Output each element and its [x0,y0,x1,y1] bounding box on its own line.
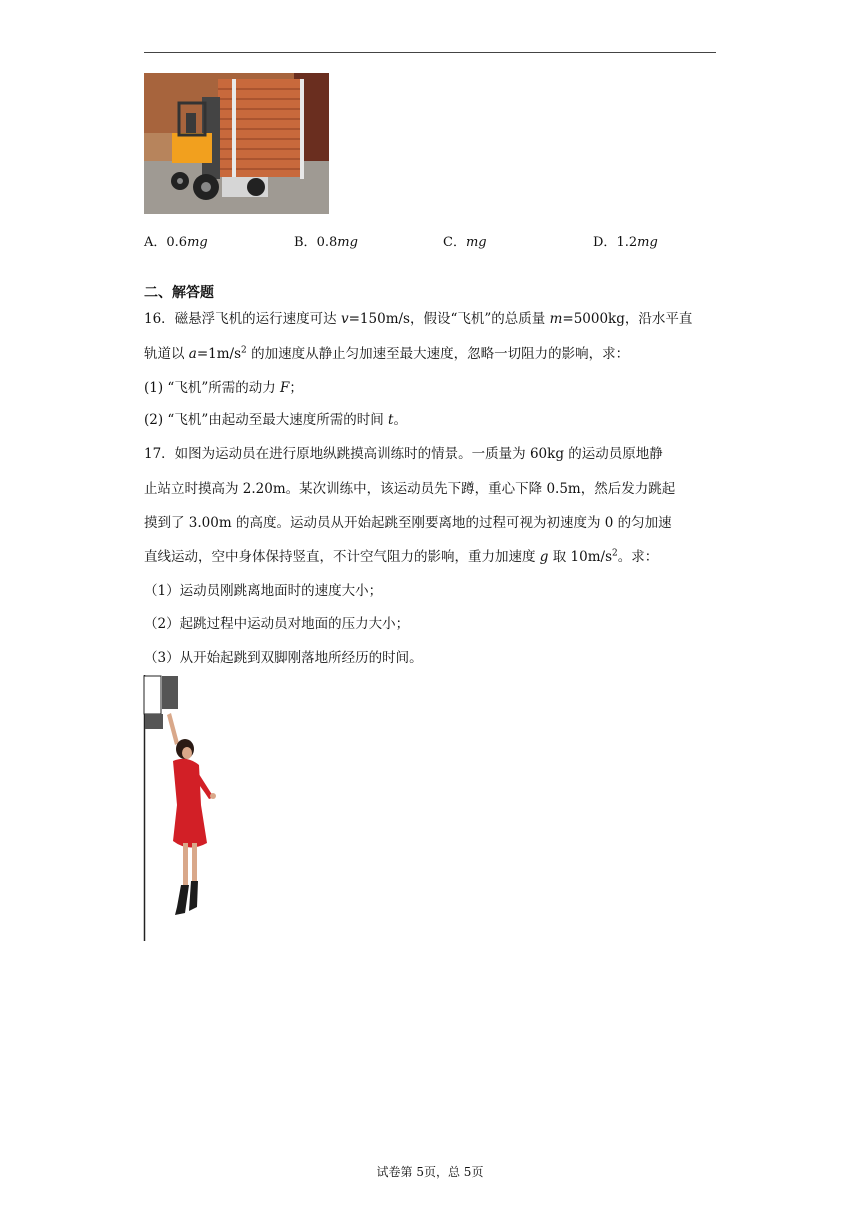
jump-training-figure [143,675,223,941]
q16-part-1: (1) “飞机”所需的动力 F； [144,380,303,396]
header-rule [144,52,716,53]
q16-part-2: (2) “飞机”由起动至最大速度所需的时间 t。 [144,412,407,428]
q17-line-1: 17．如图为运动员在进行原地纵跳摸高训练时的情景。一质量为 60kg 的运动员原地静 [144,446,663,462]
q17-part-2: （2）起跳过程中运动员对地面的压力大小； [144,616,410,632]
choice-a: A．0.6mg [144,235,208,250]
page-footer: 试卷第 5页，总 5页 [376,1165,484,1179]
q17-part-3: （3）从开始起跳到双脚刚落地所经历的时间。 [144,650,423,666]
q16-line-1: 16．磁悬浮飞机的运行速度可达 v=150m/s，假设“飞机”的总质量 m=5000kg，沿水平直 [144,311,693,327]
q17-line-4: 直线运动，空中身体保持竖直，不计空气阻力的影响，重力加速度 g 取 $10m/s^2$。求： [144,548,659,565]
q17-part-1: （1）运动员刚跳离地面时的速度大小； [144,583,383,599]
forklift-brick-photo [144,73,329,214]
choice-b: B．0.8mg [294,235,358,250]
choice-d: D．1.2mg [593,235,658,250]
q17-line-2: 止站立时摸高为 2.20m。某次训练中，该运动员先下蹲，重心下降 0.5m，然后发力跳起 [144,481,676,497]
choice-c: C．mg [443,235,487,250]
q16-line-2: 轨道以 $a=1m/s^2$ 的加速度从静止匀加速至最大速度，忽略一切阻力的影响，求： [144,345,630,362]
choice-row [144,231,744,251]
q17-line-3: 摸到了 3.00m 的高度。运动员从开始起跳至刚要离地的过程可视为初速度为 0 的匀加速 [144,515,672,531]
section-title: 二、解答题 [144,285,214,301]
